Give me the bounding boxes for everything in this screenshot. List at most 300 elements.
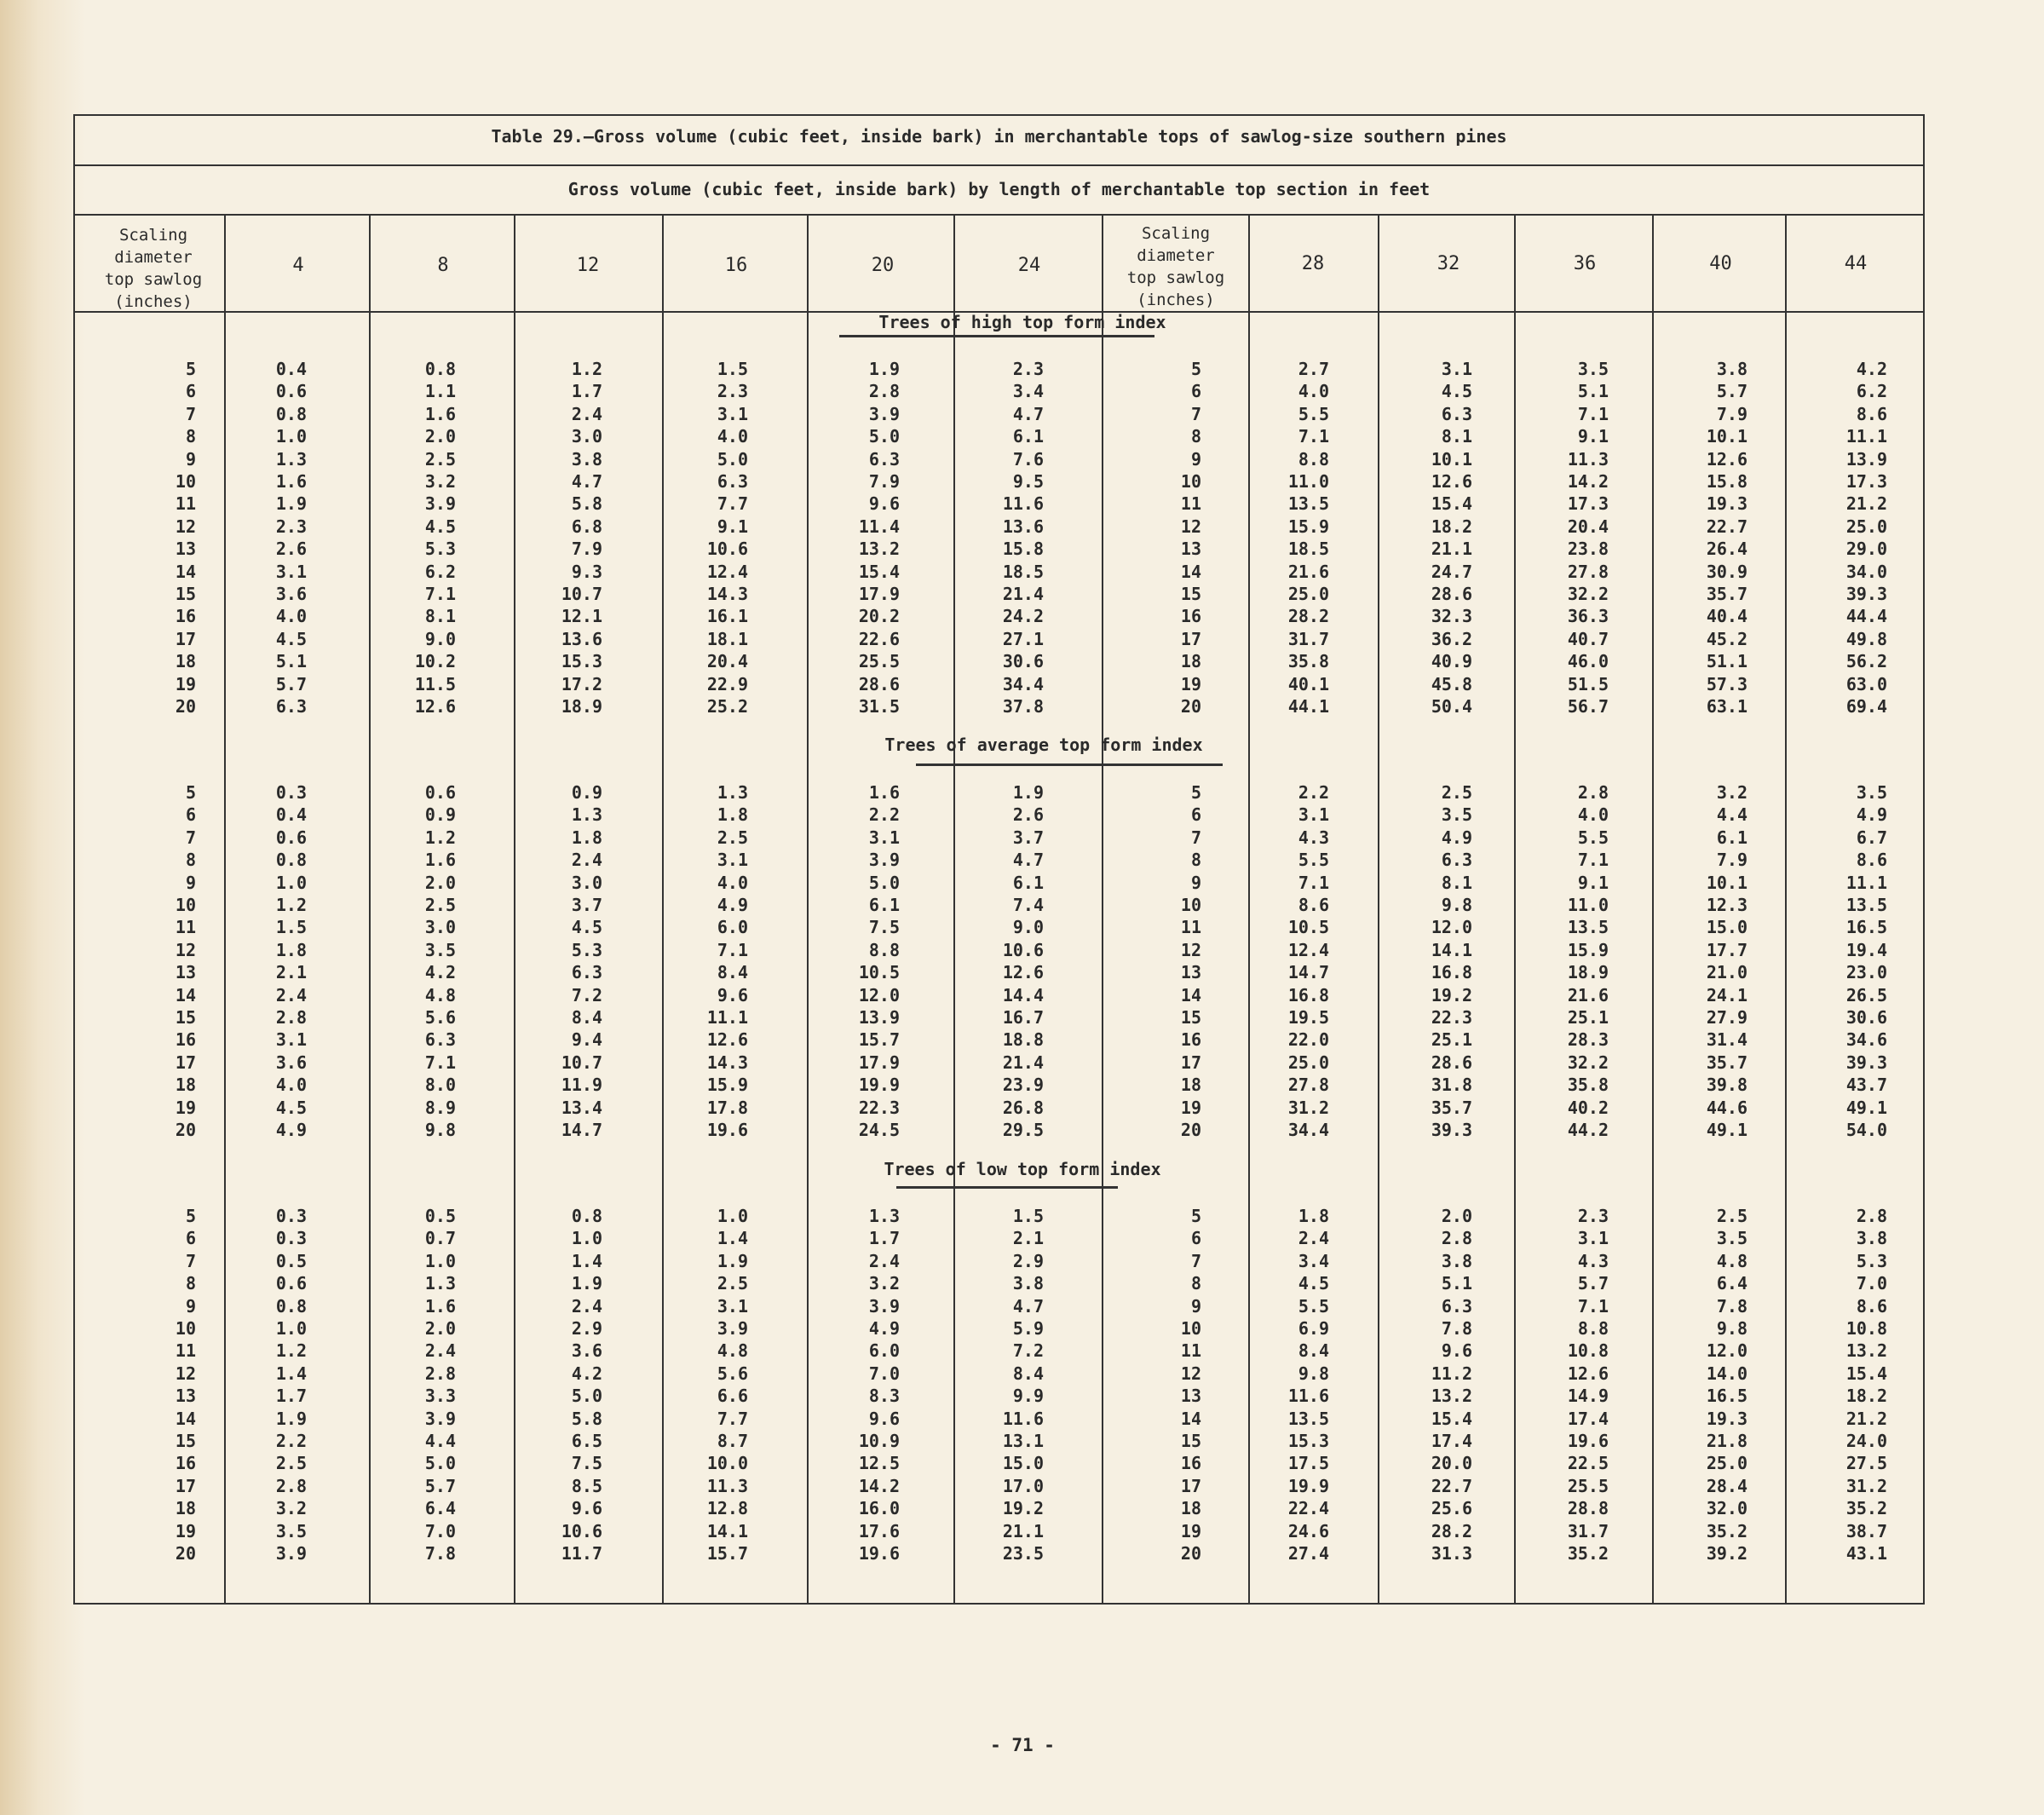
- right-diameter-header-line-4: (inches): [1137, 291, 1215, 309]
- table-cell: 4.4: [424, 1431, 456, 1452]
- table-cell: 4.3: [1298, 827, 1329, 848]
- section-title-low: Trees of low top form index: [884, 1159, 1161, 1179]
- table-cell: 1.5: [717, 359, 748, 379]
- volume-column: [526, 358, 602, 718]
- table-cell: 20: [175, 1543, 196, 1564]
- table-cell: 12.0: [1431, 917, 1472, 938]
- table-cell: 22.6: [858, 628, 900, 649]
- table-cell: 9.8: [1298, 1363, 1329, 1384]
- table-cell: 13.2: [1845, 1340, 1887, 1362]
- right-diameter-header-line-3: top sawlog: [1126, 268, 1225, 287]
- table-cell: 11.0: [1567, 895, 1609, 916]
- table-cell: 10: [175, 471, 196, 493]
- table-cell: 45.2: [1706, 628, 1747, 649]
- column-divider: [1248, 216, 1250, 1605]
- table-cell: 31.7: [1567, 1520, 1609, 1541]
- table-cell: 12.6: [1567, 1363, 1609, 1384]
- table-cell: 13: [175, 962, 196, 983]
- table-cell: 6.0: [717, 917, 748, 938]
- section-title-underline: [839, 335, 1154, 337]
- table-cell: 13.4: [561, 1097, 602, 1118]
- table-cell: 21.4: [1002, 584, 1044, 605]
- table-cell: 23.0: [1845, 962, 1887, 983]
- table-cell: 15.9: [1567, 939, 1609, 960]
- diameter-column-right: [1125, 1205, 1201, 1565]
- table-cell: 27.8: [1567, 561, 1609, 582]
- table-cell: 25.6: [1431, 1498, 1472, 1519]
- table-cell: 2.8: [1441, 1228, 1472, 1249]
- table-cell: 9.1: [1577, 426, 1609, 447]
- table-cell: 8.6: [1298, 895, 1329, 916]
- table-cell: 17.7: [1706, 939, 1747, 960]
- table-cell: 10.9: [858, 1431, 900, 1452]
- table-cell: 4.9: [1856, 804, 1887, 826]
- table-cell: 6.2: [424, 561, 456, 582]
- table-cell: 2.8: [424, 1363, 456, 1384]
- table-cell: 8.6: [1856, 1295, 1887, 1317]
- table-cell: 4.3: [1577, 1250, 1609, 1271]
- table-cell: 31.2: [1845, 1475, 1887, 1496]
- table-cell: 4.9: [717, 895, 748, 916]
- table-cell: 1.8: [275, 939, 307, 960]
- table-cell: 16: [175, 1453, 196, 1474]
- table-cell: 19.6: [706, 1120, 748, 1141]
- table-cell: 5.1: [275, 651, 307, 672]
- table-cell: 0.4: [275, 359, 307, 379]
- table-cell: 36.3: [1567, 606, 1609, 627]
- table-cell: 6.4: [1716, 1273, 1747, 1294]
- table-cell: 2.5: [1441, 782, 1472, 803]
- table-cell: 50.4: [1431, 696, 1472, 717]
- table-cell: 15.9: [1287, 516, 1329, 537]
- table-cell: 9: [1190, 448, 1201, 470]
- table-cell: 2.0: [424, 426, 456, 447]
- table-cell: 20: [175, 696, 196, 717]
- table-cell: 6: [1190, 1228, 1201, 1249]
- table-cell: 15: [175, 1431, 196, 1452]
- table-cell: 4.5: [424, 516, 456, 537]
- table-cell: 8.8: [1298, 448, 1329, 470]
- table-cell: 19.3: [1706, 493, 1747, 515]
- table-cell: 32.3: [1431, 606, 1472, 627]
- table-cell: 10.5: [858, 962, 900, 983]
- table-cell: 23.8: [1567, 539, 1609, 560]
- table-cell: 9.0: [424, 628, 456, 649]
- table-cell: 17.4: [1431, 1431, 1472, 1452]
- table-cell: 10.6: [1002, 939, 1044, 960]
- table-cell: 21.8: [1706, 1431, 1747, 1452]
- table-cell: 3.8: [1441, 1250, 1472, 1271]
- table-cell: 7.1: [1577, 1295, 1609, 1317]
- table-cell: 20.4: [706, 651, 748, 672]
- table-cell: 2.1: [1012, 1228, 1044, 1249]
- table-cell: 32.0: [1706, 1498, 1747, 1519]
- table-cell: 12.6: [1002, 962, 1044, 983]
- table-cell: 49.1: [1845, 1097, 1887, 1118]
- table-cell: 8.5: [571, 1475, 602, 1496]
- table-cell: 5.7: [424, 1475, 456, 1496]
- volume-column: [1252, 1205, 1329, 1565]
- table-cell: 8.1: [1441, 872, 1472, 893]
- table-cell: 4.0: [275, 1075, 307, 1096]
- table-cell: 2.8: [275, 1475, 307, 1496]
- table-cell: 16: [1180, 1453, 1201, 1474]
- table-cell: 0.5: [424, 1206, 456, 1226]
- table-cell: 40.1: [1287, 673, 1329, 694]
- table-cell: 3.1: [275, 561, 307, 582]
- table-cell: 11.1: [1845, 872, 1887, 893]
- table-cell: 3.6: [275, 584, 307, 605]
- table-cell: 3.8: [1716, 359, 1747, 379]
- table-cell: 3.1: [717, 403, 748, 424]
- table-cell: 19.6: [858, 1543, 900, 1564]
- table-cell: 8: [1190, 1273, 1201, 1294]
- table-cell: 5.0: [717, 448, 748, 470]
- volume-column: [379, 358, 456, 718]
- table-cell: 18.1: [706, 628, 748, 649]
- table-cell: 17.8: [706, 1097, 748, 1118]
- table-cell: 5.9: [1012, 1318, 1044, 1340]
- column-divider: [1652, 216, 1654, 1605]
- table-cell: 18.2: [1431, 516, 1472, 537]
- table-cell: 11.3: [1567, 448, 1609, 470]
- table-cell: 1.7: [571, 381, 602, 402]
- table-cell: 3.9: [275, 1543, 307, 1564]
- right-diameter-header-line-1: Scaling: [1141, 224, 1211, 243]
- table-cell: 7.2: [571, 984, 602, 1005]
- table-cell: 51.5: [1567, 673, 1609, 694]
- table-cell: 14: [1180, 984, 1201, 1005]
- column-divider: [1102, 216, 1103, 1605]
- table-cell: 7.1: [717, 939, 748, 960]
- table-cell: 0.9: [424, 804, 456, 826]
- table-cell: 7.1: [1298, 426, 1329, 447]
- table-cell: 19: [1180, 673, 1201, 694]
- table-cell: 21.6: [1567, 984, 1609, 1005]
- table-cell: 1.6: [868, 782, 900, 803]
- table-cell: 8: [1190, 426, 1201, 447]
- table-cell: 22.7: [1431, 1475, 1472, 1496]
- table-cell: 8: [185, 1273, 196, 1294]
- table-cell: 11.1: [706, 1007, 748, 1028]
- table-cell: 38.7: [1845, 1520, 1887, 1541]
- table-cell: 13.9: [1845, 448, 1887, 470]
- table-cell: 15.0: [1002, 1453, 1044, 1474]
- table-cell: 4.7: [1012, 850, 1044, 871]
- table-cell: 19.6: [1567, 1431, 1609, 1452]
- table-cell: 24.2: [1002, 606, 1044, 627]
- table-cell: 2.5: [717, 1273, 748, 1294]
- length-header-36: 36: [1573, 253, 1597, 274]
- table-cell: 14.7: [561, 1120, 602, 1141]
- table-cell: 19.3: [1706, 1408, 1747, 1429]
- table-cell: 17.0: [1002, 1475, 1044, 1496]
- table-cell: 16: [1180, 1029, 1201, 1051]
- table-cell: 25.1: [1567, 1007, 1609, 1028]
- table-cell: 6: [1190, 381, 1201, 402]
- table-cell: 21.4: [1002, 1052, 1044, 1073]
- table-cell: 10.6: [706, 539, 748, 560]
- volume-column: [1811, 358, 1887, 718]
- table-cell: 3.9: [868, 403, 900, 424]
- table-cell: 4.5: [275, 1097, 307, 1118]
- table-cell: 3.6: [571, 1340, 602, 1362]
- table-cell: 1.9: [868, 359, 900, 379]
- table-cell: 11.7: [561, 1543, 602, 1564]
- table-cell: 5.6: [717, 1363, 748, 1384]
- table-cell: 56.2: [1845, 651, 1887, 672]
- table-cell: 14.1: [706, 1520, 748, 1541]
- table-cell: 25.0: [1287, 1052, 1329, 1073]
- table-cell: 11.9: [561, 1075, 602, 1096]
- table-cell: 57.3: [1706, 673, 1747, 694]
- table-cell: 4.8: [717, 1340, 748, 1362]
- table-cell: 15.4: [858, 561, 900, 582]
- table-cell: 8.6: [1856, 403, 1887, 424]
- table-cell: 7.1: [1577, 403, 1609, 424]
- table-cell: 10.0: [706, 1453, 748, 1474]
- table-cell: 7.2: [1012, 1340, 1044, 1362]
- volume-column: [1671, 781, 1747, 1142]
- table-cell: 20.4: [1567, 516, 1609, 537]
- table-cell: 34.6: [1845, 1029, 1887, 1051]
- table-cell: 35.2: [1845, 1498, 1887, 1519]
- volume-column: [1811, 781, 1887, 1142]
- volume-column: [967, 1205, 1044, 1565]
- table-cell: 22.0: [1287, 1029, 1329, 1051]
- volume-column: [1671, 1205, 1747, 1565]
- table-cell: 4.2: [1856, 359, 1887, 379]
- table-cell: 1.6: [424, 850, 456, 871]
- table-cell: 20.2: [858, 606, 900, 627]
- table-cell: 25.0: [1845, 516, 1887, 537]
- table-cell: 12.0: [1706, 1340, 1747, 1362]
- table-cell: 3.2: [868, 1273, 900, 1294]
- table-cell: 3.8: [571, 448, 602, 470]
- table-cell: 7.9: [1716, 403, 1747, 424]
- column-divider: [514, 216, 515, 1605]
- table-cell: 69.4: [1845, 696, 1887, 717]
- table-cell: 46.0: [1567, 651, 1609, 672]
- table-cell: 10.5: [1287, 917, 1329, 938]
- table-cell: 28.4: [1706, 1475, 1747, 1496]
- table-cell: 2.3: [275, 516, 307, 537]
- table-cell: 7.7: [717, 493, 748, 515]
- table-cell: 12.1: [561, 606, 602, 627]
- table-cell: 3.9: [868, 850, 900, 871]
- table-cell: 11.5: [414, 673, 456, 694]
- table-cell: 4.5: [571, 917, 602, 938]
- table-cell: 2.4: [571, 850, 602, 871]
- table-cell: 3.1: [275, 1029, 307, 1051]
- table-cell: 6.3: [1441, 850, 1472, 871]
- table-cell: 8.4: [571, 1007, 602, 1028]
- table-cell: 2.3: [1012, 359, 1044, 379]
- table-cell: 17.9: [858, 584, 900, 605]
- table-cell: 1.3: [717, 782, 748, 803]
- table-cell: 22.5: [1567, 1453, 1609, 1474]
- volume-column: [823, 1205, 900, 1565]
- table-cell: 5.7: [1577, 1273, 1609, 1294]
- table-cell: 15.4: [1845, 1363, 1887, 1384]
- table-cell: 28.6: [1431, 1052, 1472, 1073]
- table-cell: 0.7: [424, 1228, 456, 1249]
- page-number: - 71 -: [990, 1735, 1055, 1755]
- table-cell: 2.2: [275, 1431, 307, 1452]
- table-cell: 21.1: [1431, 539, 1472, 560]
- table-cell: 34.4: [1287, 1120, 1329, 1141]
- column-divider: [224, 216, 226, 1605]
- table-cell: 3.7: [1012, 827, 1044, 848]
- volume-column: [230, 358, 307, 718]
- table-cell: 30.6: [1845, 1007, 1887, 1028]
- table-cell: 10.8: [1567, 1340, 1609, 1362]
- table-cell: 18.5: [1287, 539, 1329, 560]
- table-cell: 9.9: [1012, 1386, 1044, 1407]
- table-cell: 13.2: [1431, 1386, 1472, 1407]
- table-cell: 2.0: [424, 872, 456, 893]
- table-cell: 17: [175, 1475, 196, 1496]
- table-cell: 28.8: [1567, 1498, 1609, 1519]
- table-cell: 4.9: [868, 1318, 900, 1340]
- column-divider: [1785, 216, 1787, 1605]
- volume-column: [1252, 358, 1329, 718]
- table-cell: 0.8: [424, 359, 456, 379]
- table-cell: 14.2: [858, 1475, 900, 1496]
- table-cell: 39.8: [1706, 1075, 1747, 1096]
- table-cell: 7.4: [1012, 895, 1044, 916]
- table-cell: 16.5: [1845, 917, 1887, 938]
- table-cell: 3.8: [1856, 1228, 1887, 1249]
- table-cell: 6.1: [1012, 426, 1044, 447]
- table-cell: 6.8: [571, 516, 602, 537]
- table-cell: 1.9: [275, 493, 307, 515]
- table-cell: 19: [175, 1097, 196, 1118]
- table-cell: 5: [185, 782, 196, 803]
- table-cell: 9: [185, 1295, 196, 1317]
- table-cell: 9.6: [868, 1408, 900, 1429]
- table-cell: 35.7: [1706, 584, 1747, 605]
- table-cell: 15.7: [706, 1543, 748, 1564]
- table-cell: 3.1: [717, 1295, 748, 1317]
- volume-column: [230, 781, 307, 1142]
- table-cell: 28.6: [1431, 584, 1472, 605]
- table-cell: 9.6: [868, 493, 900, 515]
- length-header-28: 28: [1301, 253, 1325, 274]
- table-cell: 5.0: [571, 1386, 602, 1407]
- table-cell: 56.7: [1567, 696, 1609, 717]
- table-cell: 5.5: [1298, 403, 1329, 424]
- table-cell: 6.1: [868, 895, 900, 916]
- table-cell: 6.3: [571, 962, 602, 983]
- table-cell: 2.5: [275, 1453, 307, 1474]
- table-cell: 21.1: [1002, 1520, 1044, 1541]
- table-cell: 19.2: [1431, 984, 1472, 1005]
- table-cell: 16.5: [1706, 1386, 1747, 1407]
- table-cell: 5.3: [1856, 1250, 1887, 1271]
- table-cell: 63.1: [1706, 696, 1747, 717]
- table-cell: 1.4: [571, 1250, 602, 1271]
- table-cell: 9.6: [717, 984, 748, 1005]
- table-cell: 25.2: [706, 696, 748, 717]
- table-cell: 11: [1180, 1340, 1201, 1362]
- table-cell: 12.6: [1706, 448, 1747, 470]
- table-cell: 14.7: [1287, 962, 1329, 983]
- table-cell: 28.2: [1287, 606, 1329, 627]
- table-cell: 5: [1190, 782, 1201, 803]
- table-cell: 7.9: [571, 539, 602, 560]
- table-cell: 11: [175, 917, 196, 938]
- table-cell: 2.5: [1716, 1206, 1747, 1226]
- table-cell: 12.8: [706, 1498, 748, 1519]
- table-cell: 10.1: [1431, 448, 1472, 470]
- table-cell: 11.6: [1002, 1408, 1044, 1429]
- table-cell: 4.7: [571, 471, 602, 493]
- table-cell: 6.3: [1441, 1295, 1472, 1317]
- table-cell: 6.9: [1298, 1318, 1329, 1340]
- right-diameter-header-line-2: diameter: [1137, 246, 1215, 265]
- table-cell: 2.9: [1012, 1250, 1044, 1271]
- volume-column: [1532, 358, 1609, 718]
- table-cell: 24.5: [858, 1120, 900, 1141]
- volume-column: [526, 1205, 602, 1565]
- table-cell: 36.2: [1431, 628, 1472, 649]
- table-cell: 4.8: [1716, 1250, 1747, 1271]
- volume-column: [1252, 781, 1329, 1142]
- table-cell: 3.5: [424, 939, 456, 960]
- table-cell: 39.3: [1431, 1120, 1472, 1141]
- table-cell: 6.3: [1441, 403, 1472, 424]
- table-cell: 14.4: [1002, 984, 1044, 1005]
- table-cell: 1.6: [424, 403, 456, 424]
- table-cell: 2.4: [571, 1295, 602, 1317]
- table-cell: 51.1: [1706, 651, 1747, 672]
- table-cell: 10.1: [1706, 426, 1747, 447]
- table-cell: 3.0: [571, 426, 602, 447]
- table-cell: 15.4: [1431, 493, 1472, 515]
- table-cell: 13: [1180, 962, 1201, 983]
- table-cell: 2.5: [424, 895, 456, 916]
- table-cell: 15.3: [561, 651, 602, 672]
- table-cell: 6: [185, 804, 196, 826]
- table-cell: 19.4: [1845, 939, 1887, 960]
- table-cell: 9.6: [571, 1498, 602, 1519]
- table-cell: 4.0: [1577, 804, 1609, 826]
- table-cell: 13.2: [858, 539, 900, 560]
- table-cell: 49.8: [1845, 628, 1887, 649]
- table-cell: 19: [175, 673, 196, 694]
- section-title-underline: [896, 1186, 1118, 1189]
- table-cell: 6: [185, 381, 196, 402]
- table-cell: 11.4: [858, 516, 900, 537]
- table-cell: 15.9: [706, 1075, 748, 1096]
- table-cell: 17.4: [1567, 1408, 1609, 1429]
- table-cell: 12: [1180, 1363, 1201, 1384]
- table-cell: 8: [185, 850, 196, 871]
- table-cell: 3.1: [1298, 804, 1329, 826]
- table-cell: 2.7: [1298, 359, 1329, 379]
- table-cell: 0.6: [275, 381, 307, 402]
- table-cell: 5.7: [1716, 381, 1747, 402]
- table-cell: 5.3: [424, 539, 456, 560]
- table-cell: 12.3: [1706, 895, 1747, 916]
- table-cell: 10: [1180, 895, 1201, 916]
- table-cell: 19: [1180, 1097, 1201, 1118]
- volume-column: [1671, 358, 1747, 718]
- table-cell: 31.2: [1287, 1097, 1329, 1118]
- table-cell: 20.0: [1431, 1453, 1472, 1474]
- table-cell: 10: [1180, 1318, 1201, 1340]
